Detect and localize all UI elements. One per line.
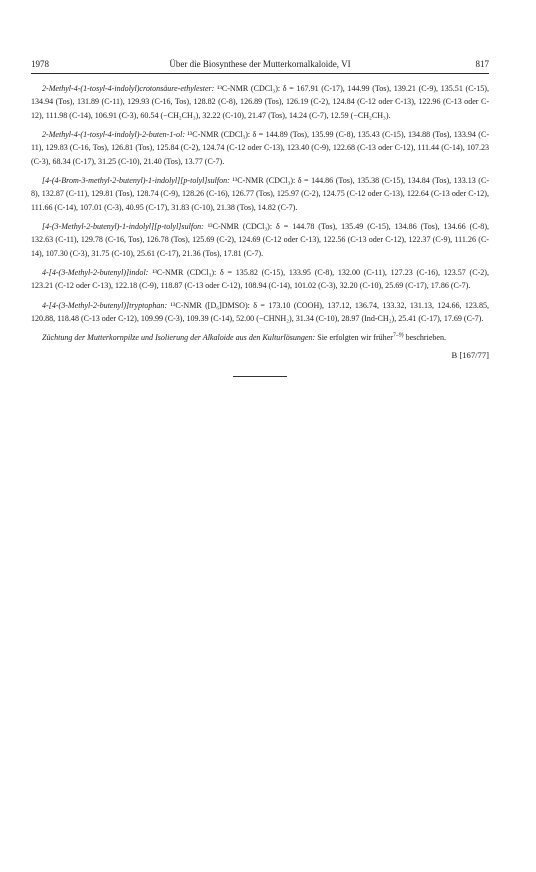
reference-code: B [167/77] [451, 350, 489, 361]
nmr-entry [31, 299, 489, 326]
compound-name: [4-(3-Methyl-2-butenyl)-1-indolyl][p-tolyl]sulfon: [42, 222, 204, 232]
nmr-entry [31, 220, 489, 260]
spectrum-label: ¹³C-NMR (CDCl₃): δ = [187, 130, 266, 140]
nmr-shifts: 135.82 (C-15), 133.95 (C-8), 132.00 (C-11), 127.23 (C-16), 123.57 (C-2), 123.21 (C-12 oder C-13), 122.18 (C-9), 118.87 (C-13 oder C-12), 108.94 (C-14), 101.02 (C-3), 32.20 (C-10), 25.69 (C-17), 17.86 (C-7). [31, 268, 489, 291]
cultivation-paragraph [31, 331, 489, 344]
header-title: Über die Biosynthese der Mutterkornalkaloide, VI [169, 59, 351, 69]
nmr-entry [31, 174, 489, 214]
compound-name: 2-Methyl-4-(1-tosyl-4-indolyl)crotonsäure-ethylester: [42, 84, 215, 93]
article-body [31, 82, 489, 361]
spectrum-label: ¹³C-NMR (CDCl₃): δ = [217, 84, 297, 93]
spectrum-label: ¹³C-NMR (CDCl₃): δ = [207, 222, 293, 232]
compound-name: 4-[4-(3-Methyl-2-butenyl)]tryptophan: [42, 300, 168, 310]
nmr-shifts: 167.91 (C-17), 144.99 (Tos), 139.21 (C-9), 135.51 (C-15), 134.94 (Tos), 131.89 (C-11), 129.93 (C-16, Tos), 128.82 (C-8), 126.89 (Tos), 126.19 (C-2), 124.84 (C-12 oder C-13), 122.96 (C-13 oder C-12), 111.98 (C-14), 106.91 (C-3), 60.54 (−CH₂CH₃), 32.22 (C-10), 21.47 (Tos), 14.24 (C-7), 12.59 (−CH₂CH₃). [31, 84, 489, 120]
paragraph-text-end: beschrieben. [403, 333, 447, 343]
compound-name: [4-(4-Brom-3-methyl-2-butenyl)-1-indolyl][p-tolyl]sulfon: [42, 176, 230, 186]
spectrum-label: ¹³C-NMR ([D₆]DMSO): δ = [170, 300, 269, 310]
nmr-shifts: 144.86 (Tos), 135.38 (C-15), 134.84 (Tos), 133.13 (C-8), 132.87 (C-11), 129.81 (Tos), 128.74 (C-9), 128.26 (C-16), 126.77 (Tos), 125.97 (C-2), 124.75 (C-12 oder C-13), 122.64 (C-13 oder C-12), 111.66 (C-14), 107.01 (C-3), 40.95 (C-17), 31.83 (C-10), 21.38 (Tos), 14.82 (C-7). [31, 176, 489, 212]
nmr-entry [31, 266, 489, 293]
nmr-shifts: 144.89 (Tos), 135.99 (C-8), 135.43 (C-15), 134.88 (Tos), 133.94 (C-11), 129.83 (C-16, Tos), 126.81 (Tos), 125.84 (C-2), 124.74 (C-12 oder C-13), 123.40 (C-9), 122.68 (C-13 oder C-12), 111.44 (C-14), 107.23 (C-3), 68.34 (C-17), 31.25 (C-10), 21.40 (Tos), 13.77 (C-7). [31, 130, 489, 166]
paragraph-lead: Züchtung der Mutterkornpilze und Isolierung der Alkaloide aus den Kulturlösungen: [42, 333, 316, 343]
nmr-shifts: 173.10 (COOH), 137.12, 136.74, 133.32, 131.13, 124.66, 123.85, 120.88, 118.48 (C-13 oder C-12), 109.99 (C-3), 109.39 (C-14), 52.00 (−CHNH₂), 31.34 (C-10), 28.97 (Ind-CH₂), 25.41 (C-17), 17.69 (C-7). [31, 300, 490, 324]
nmr-entry [31, 128, 489, 168]
reference-superscript: 7–9) [392, 332, 404, 339]
running-header [31, 58, 489, 74]
paragraph-text: Sie erfolgten wir früher [315, 333, 393, 343]
spectrum-label: ¹³C-NMR (CDCl₃): δ = [232, 176, 312, 186]
spectrum-label: ¹³C-NMR (CDCl₃): δ = [152, 268, 236, 278]
page [31, 58, 489, 377]
nmr-shifts: 144.78 (Tos), 135.49 (C-15), 134.86 (Tos), 134.66 (C-8), 132.63 (C-11), 129.78 (C-16, Tos), 126.78 (Tos), 125.69 (C-2), 124.69 (C-12 oder C-13), 122.56 (C-13 oder C-12), 122.37 (C-9), 111.26 (C-14), 107.30 (C-3), 31.75 (C-10), 25.61 (C-17), 21.36 (Tos), 17.81 (C-7). [31, 222, 490, 258]
header-year: 1978 [31, 59, 49, 69]
compound-name: 4-[4-(3-Methyl-2-butenyl)]indol: [42, 268, 149, 278]
nmr-entry [31, 82, 489, 122]
end-divider [233, 376, 287, 377]
header-page-number: 817 [475, 59, 489, 69]
compound-name: 2-Methyl-4-(1-tosyl-4-indolyl)-2-buten-1-ol: [42, 130, 186, 140]
